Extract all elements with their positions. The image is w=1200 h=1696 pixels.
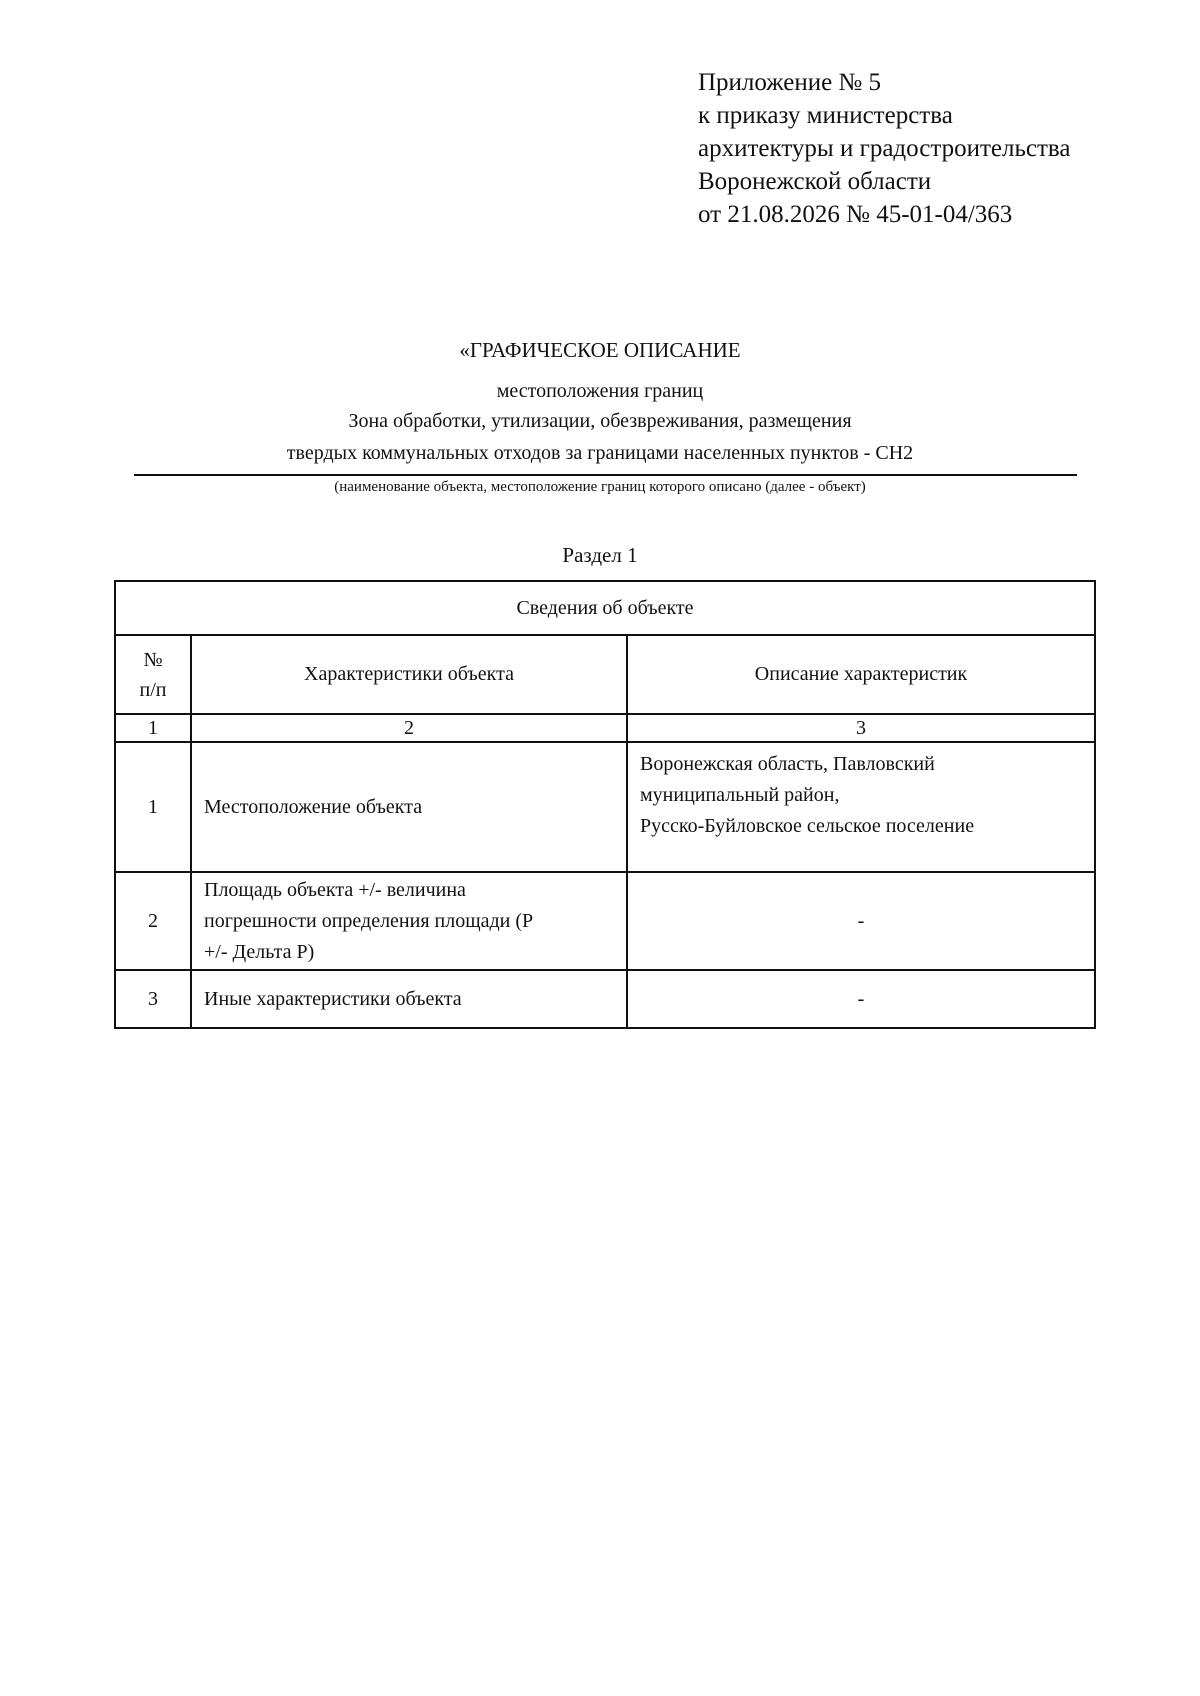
row-characteristic: Иные характеристики объекта xyxy=(191,970,627,1028)
table-row xyxy=(115,872,1095,970)
description-line: муниципальный район, xyxy=(640,784,840,806)
characteristic-line: Площадь объекта +/- величина xyxy=(204,878,466,901)
object-heading-line: местоположения границ xyxy=(496,380,704,402)
header-number xyxy=(115,635,191,714)
column-number: 3 xyxy=(627,714,1095,742)
appendix-line: от 21.08.2026 № 45-01-04/363 xyxy=(698,201,1013,228)
underline-divider xyxy=(134,474,1077,476)
column-number: 2 xyxy=(191,714,627,742)
row-description: - xyxy=(627,970,1095,1028)
table-title-row xyxy=(115,581,1095,635)
section-title: Раздел 1 xyxy=(562,543,638,567)
characteristic-line: +/- Дельта P) xyxy=(204,940,315,963)
column-number: 1 xyxy=(115,714,191,742)
row-number: 1 xyxy=(115,742,191,872)
table-title: Сведения об объекте xyxy=(115,581,1095,635)
object-info-table xyxy=(114,580,1096,1029)
table-row xyxy=(115,970,1095,1028)
table-header-row xyxy=(115,635,1095,714)
characteristic-line: погрешности определения площади (P xyxy=(204,909,534,932)
header-characteristics: Характеристики объекта xyxy=(191,635,627,714)
appendix-line: Приложение № 5 xyxy=(698,69,882,96)
row-characteristic xyxy=(191,872,627,970)
object-heading-line: Зона обработки, утилизации, обезвреживания, размещения xyxy=(348,410,852,432)
appendix-line: Воронежской области xyxy=(698,168,932,195)
column-number-row xyxy=(115,714,1095,742)
header-number-symbol: № xyxy=(143,648,163,671)
row-description: - xyxy=(627,872,1095,970)
object-name-caption: (наименование объекта, местоположение границ которого описано (далее - объект) xyxy=(334,479,866,495)
row-description xyxy=(627,742,1095,872)
row-number: 2 xyxy=(115,872,191,970)
appendix-line: архитектуры и градостроительства xyxy=(698,135,1071,162)
description-line: Воронежская область, Павловский xyxy=(640,753,935,775)
header-description: Описание характеристик xyxy=(627,635,1095,714)
table-row xyxy=(115,742,1095,872)
appendix-block xyxy=(698,66,1070,231)
row-characteristic: Местоположение объекта xyxy=(191,742,627,872)
document-title: «ГРАФИЧЕСКОЕ ОПИСАНИЕ xyxy=(459,338,741,362)
appendix-line: к приказу министерства xyxy=(698,102,953,129)
description-line: Русско-Буйловское сельское поселение xyxy=(640,815,975,837)
row-number: 3 xyxy=(115,970,191,1028)
header-number-abbr: п/п xyxy=(139,678,167,701)
object-heading-line: твердых коммунальных отходов за границами населенных пунктов - СН2 xyxy=(286,442,914,464)
